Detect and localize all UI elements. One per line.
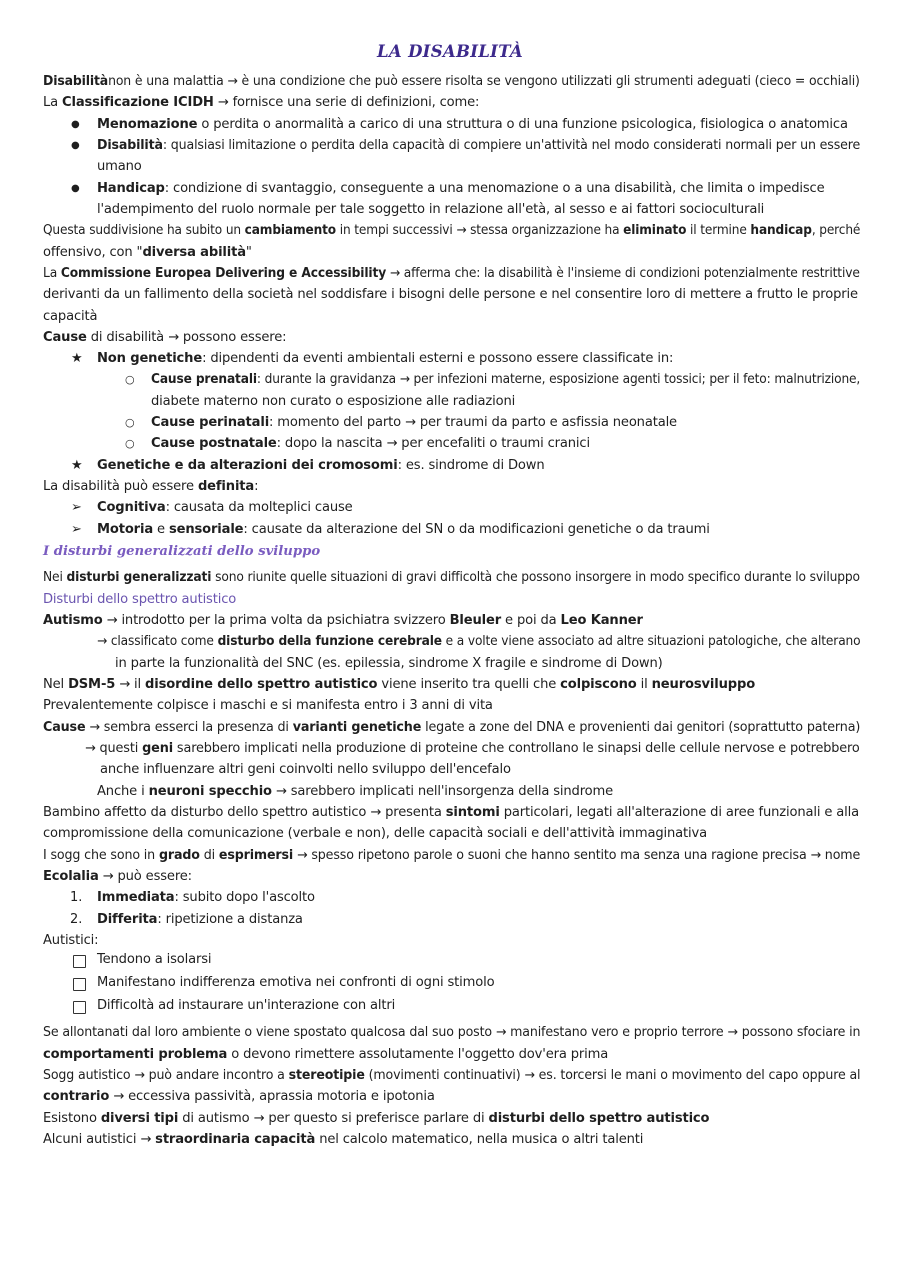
checkbox[interactable]	[73, 1001, 86, 1014]
list-marker: ➢	[71, 500, 82, 515]
text-line	[43, 73, 860, 91]
text-span: → classificato come	[97, 634, 218, 649]
bold-term: Differita	[97, 912, 158, 927]
bold-term: sintomi	[445, 805, 500, 820]
text-span: Prevalentemente colpisce i maschi e si manifesta entro i 3 anni di vita	[43, 698, 493, 713]
text-span: : dopo la nascita → per encefaliti o traumi cranici	[276, 436, 590, 451]
text-line	[43, 478, 258, 496]
text-span: l'adempimento del ruolo normale per tale soggetto in relazione all'età, al sesso e ai fattori socioculturali	[97, 202, 765, 217]
bold-term: Cause	[43, 330, 87, 345]
bold-term: eliminato	[623, 223, 687, 238]
text-span: → il	[115, 677, 146, 692]
text-line	[43, 697, 493, 715]
text-span: in parte la funzionalità del SNC (es. epilessia, sindrome X fragile e sindrome di Down)	[115, 656, 663, 671]
list-item	[97, 137, 860, 155]
list-marker: 1.	[70, 890, 83, 905]
text-span: in tempi successivi → stessa organizzazione ha	[336, 223, 624, 238]
text-span: I sogg che sono in	[43, 848, 159, 863]
bold-term: disordine dello spettro autistico	[145, 677, 378, 692]
text-line	[43, 1067, 860, 1085]
bold-term: cambiamento	[244, 223, 337, 238]
text-span: Nei	[43, 570, 67, 585]
text-span: La	[43, 266, 61, 281]
text-span: Anche i	[97, 784, 149, 799]
text-span: : momento del parto → per traumi da parto e asfissia neonatale	[269, 415, 677, 430]
text-span: legate a zone del DNA e provenienti dai genitori (soprattutto paterna)	[421, 720, 861, 735]
bold-term: neuroni specchio	[148, 784, 272, 799]
text-line	[43, 1046, 608, 1064]
text-span: e a volte viene associato ad altre situazioni patologiche, che alterano	[441, 634, 861, 649]
list-item	[97, 911, 303, 929]
bold-term: Handicap	[97, 181, 165, 196]
checklist-item	[97, 951, 211, 969]
bold-term: varianti genetiche	[292, 720, 422, 735]
text-line	[43, 329, 286, 347]
text-span: Manifestano indifferenza emotiva nei confronti di ogni stimolo	[97, 975, 495, 990]
text-span: : causate da alterazione del SN o da modificazioni genetiche o da traumi	[243, 522, 710, 537]
text-span: : durante la gravidanza → per infezioni materne, esposizione agenti tossici; per il feto: malnutrizione,	[256, 372, 861, 387]
text-line	[115, 655, 663, 673]
list-marker: ○	[125, 416, 135, 429]
text-span: e poi da	[501, 613, 561, 628]
text-span: umano	[97, 159, 142, 174]
text-line	[43, 222, 860, 240]
bold-term: Genetiche e da alterazioni dei cromosomi	[97, 458, 398, 473]
bold-term: disturbo della funzione cerebrale	[217, 634, 442, 649]
bold-term: disturbi dello spettro autistico	[488, 1111, 710, 1126]
text-span: e	[153, 522, 169, 537]
text-span: : ripetizione a distanza	[157, 912, 303, 927]
text-span: Difficoltà ad instaurare un'interazione con altri	[97, 998, 396, 1013]
bold-term: disturbi generalizzati	[66, 570, 212, 585]
text-span: : dipendenti da eventi ambientali esterni e possono essere classificate in:	[202, 351, 674, 366]
page-title: LA DISABILITÀ	[377, 42, 523, 61]
text-span: di disabilità → possono essere:	[86, 330, 287, 345]
bold-term: Motoria	[97, 522, 154, 537]
text-span: Disturbi dello spettro autistico	[43, 592, 237, 607]
bold-term: Leo Kanner	[560, 613, 643, 628]
bold-term: Cause prenatali	[151, 372, 257, 387]
text-line	[97, 633, 860, 651]
bold-term: comportamenti problema	[43, 1047, 228, 1062]
text-line	[43, 308, 97, 326]
text-span: sarebbero implicati nella produzione di proteine che controllano le sinapsi delle cellule nervose e potrebbero	[172, 741, 860, 756]
bold-term: Bleuler	[449, 613, 502, 628]
list-marker: ★	[71, 351, 83, 366]
text-span: La disabilità può essere	[43, 479, 198, 494]
text-line	[43, 244, 252, 262]
bold-term: Disabilità	[43, 74, 109, 89]
bold-term: Menomazione	[97, 117, 198, 132]
text-line	[97, 158, 142, 176]
text-span: particolari, legati all'alterazione di aree funzionali e alla	[499, 805, 859, 820]
text-line	[43, 825, 707, 843]
bold-term: grado	[158, 848, 200, 863]
list-marker: ○	[125, 373, 135, 386]
bold-term: DSM-5	[68, 677, 116, 692]
bold-term: neurosviluppo	[651, 677, 756, 692]
bold-term: Ecolalia	[43, 869, 99, 884]
text-span: derivanti da un fallimento della società nel soddisfare i bisogni delle persone e nel consentire loro di mettere a frutto le proprie	[43, 287, 858, 302]
checklist-item	[97, 974, 494, 992]
text-span: il termine	[686, 223, 751, 238]
list-marker: ○	[125, 437, 135, 450]
text-line	[100, 761, 511, 779]
text-span: viene inserito tra quelli che	[377, 677, 561, 692]
list-marker: ●	[71, 183, 80, 194]
text-line	[43, 804, 859, 822]
text-line	[43, 932, 98, 950]
text-span: Autistici:	[43, 933, 99, 948]
bold-term: Immediata	[97, 890, 175, 905]
bold-term: Cause	[43, 720, 86, 735]
checkbox[interactable]	[73, 978, 86, 991]
text-span: non è una malattia → è una condizione che può essere risolta se vengono utilizzati gli strumenti adeguati (cieco = occhiali)	[108, 74, 860, 89]
text-line	[43, 1088, 435, 1106]
text-span: Sogg autistico → può andare incontro a	[43, 1068, 289, 1083]
text-span: anche influenzare altri geni coinvolti nello sviluppo dell'encefalo	[100, 762, 511, 777]
list-marker: ➢	[71, 522, 82, 537]
text-span: il	[636, 677, 652, 692]
checkbox[interactable]	[73, 955, 86, 968]
bold-term: Cause postnatale	[151, 436, 277, 451]
bold-term: Autismo	[43, 613, 103, 628]
text-span: , perché	[811, 223, 861, 238]
bold-term: colpiscono	[560, 677, 637, 692]
bold-term: sensoriale	[168, 522, 244, 537]
text-span: : es. sindrome di Down	[397, 458, 545, 473]
list-item	[97, 499, 353, 517]
list-item	[151, 414, 677, 432]
bold-term: esprimersi	[218, 848, 294, 863]
text-span: capacità	[43, 309, 98, 324]
text-span: : subito dopo l'ascolto	[174, 890, 315, 905]
text-line	[43, 612, 643, 630]
text-span: : condizione di svantaggio, conseguente a una menomazione o a una disabilità, che limita o impedisce	[164, 181, 825, 196]
text-span: Alcuni autistici →	[43, 1132, 156, 1147]
list-marker: ●	[71, 140, 80, 151]
text-line	[43, 847, 860, 865]
bold-term: Cognitiva	[97, 500, 166, 515]
bold-term: diversa abilità	[142, 245, 246, 260]
text-span: di	[199, 848, 219, 863]
text-line	[43, 569, 860, 587]
text-line	[43, 1024, 860, 1042]
text-span: : qualsiasi limitazione o perdita della capacità di compiere un'attività nel modo considerati normali per un essere	[162, 138, 861, 153]
text-line	[43, 286, 858, 304]
text-span: diabete materno non curato o esposizione alle radiazioni	[151, 394, 516, 409]
text-span: nel calcolo matematico, nella musica o altri talenti	[315, 1132, 644, 1147]
bold-term: straordinaria capacità	[155, 1132, 316, 1147]
text-span: → spesso ripetono parole o suoni che hanno sentito ma senza una ragione precisa → nome	[293, 848, 861, 863]
list-item	[97, 521, 710, 539]
list-marker: ●	[71, 119, 80, 130]
text-line	[43, 1110, 709, 1128]
text-span: offensivo, con "	[43, 245, 143, 260]
text-span: "	[245, 245, 252, 260]
text-line	[43, 676, 755, 694]
text-span: → eccessiva passività, aprassia motoria e ipotonia	[109, 1089, 435, 1104]
list-item	[97, 350, 673, 368]
text-span: Bambino affetto da disturbo dello spettro autistico → presenta	[43, 805, 446, 820]
text-span: o perdita o anormalità a carico di una struttura o di una funzione psicologica, fisiologica o anatomica	[197, 117, 848, 132]
text-span: → sarebbero implicati nell'insorgenza della sindrome	[271, 784, 614, 799]
checklist-item	[97, 997, 395, 1015]
text-line	[97, 783, 613, 801]
text-span: → introdotto per la prima volta da psichiatra svizzero	[102, 613, 450, 628]
text-line	[43, 591, 236, 609]
section-heading: I disturbi generalizzati dello sviluppo	[43, 544, 321, 559]
text-span: Questa suddivisione ha subito un	[43, 223, 245, 238]
bold-term: definita	[197, 479, 255, 494]
text-span: Tendono a isolarsi	[97, 952, 212, 967]
list-item	[151, 435, 590, 453]
list-marker: 2.	[70, 912, 83, 927]
text-span: → sembra esserci la presenza di	[85, 720, 293, 735]
text-span: Se allontanati dal loro ambiente o viene spostato qualcosa dal suo posto → manifestano vero e proprio terrore → possono sfociare in	[43, 1025, 861, 1040]
text-line	[97, 201, 764, 219]
text-span: sono riunite quelle situazioni di gravi difficoltà che possono insorgere in modo specifico durante lo sviluppo	[211, 570, 860, 585]
bold-term: diversi tipi	[100, 1111, 179, 1126]
bold-term: Non genetiche	[97, 351, 203, 366]
text-span: Esistono	[43, 1111, 101, 1126]
text-span: :	[254, 479, 259, 494]
text-line	[43, 868, 192, 886]
bold-term: stereotipie	[288, 1068, 365, 1083]
text-line	[43, 1131, 643, 1149]
list-item	[151, 371, 860, 389]
text-span: o devono rimettere assolutamente l'oggetto dov'era prima	[227, 1047, 609, 1062]
text-line	[43, 719, 860, 737]
text-line	[151, 393, 515, 411]
bold-term: handicap	[750, 223, 812, 238]
text-span: → afferma che: la disabilità è l'insieme di condizioni potenzialmente restrittive	[386, 266, 860, 281]
bold-term: Disabilità	[97, 138, 163, 153]
text-span: : causata da molteplici cause	[165, 500, 353, 515]
bold-term: contrario	[43, 1089, 110, 1104]
text-line	[43, 94, 479, 112]
text-span: La	[43, 95, 63, 110]
text-line	[43, 265, 860, 283]
text-span: → fornisce una serie di definizioni, come:	[213, 95, 480, 110]
list-marker: ★	[71, 458, 83, 473]
bold-term: Commissione Europea Delivering e Accessibility	[60, 266, 387, 281]
text-span: → può essere:	[98, 869, 192, 884]
bold-term: Classificazione ICIDH	[62, 95, 214, 110]
list-item	[97, 457, 544, 475]
bold-term: Cause perinatali	[151, 415, 270, 430]
text-span: compromissione della comunicazione (verbale e non), delle capacità sociali e dell'attività immaginativa	[43, 826, 707, 841]
text-span: → questi	[85, 741, 143, 756]
text-span: di autismo → per questo si preferisce parlare di	[178, 1111, 489, 1126]
text-span: (movimenti continuativi) → es. torcersi le mani o movimento del capo oppure al	[364, 1068, 861, 1083]
list-item	[97, 116, 848, 134]
bold-term: geni	[142, 741, 173, 756]
text-span: Nel	[43, 677, 69, 692]
list-item	[97, 889, 315, 907]
text-line	[85, 740, 860, 758]
list-item	[97, 180, 825, 198]
